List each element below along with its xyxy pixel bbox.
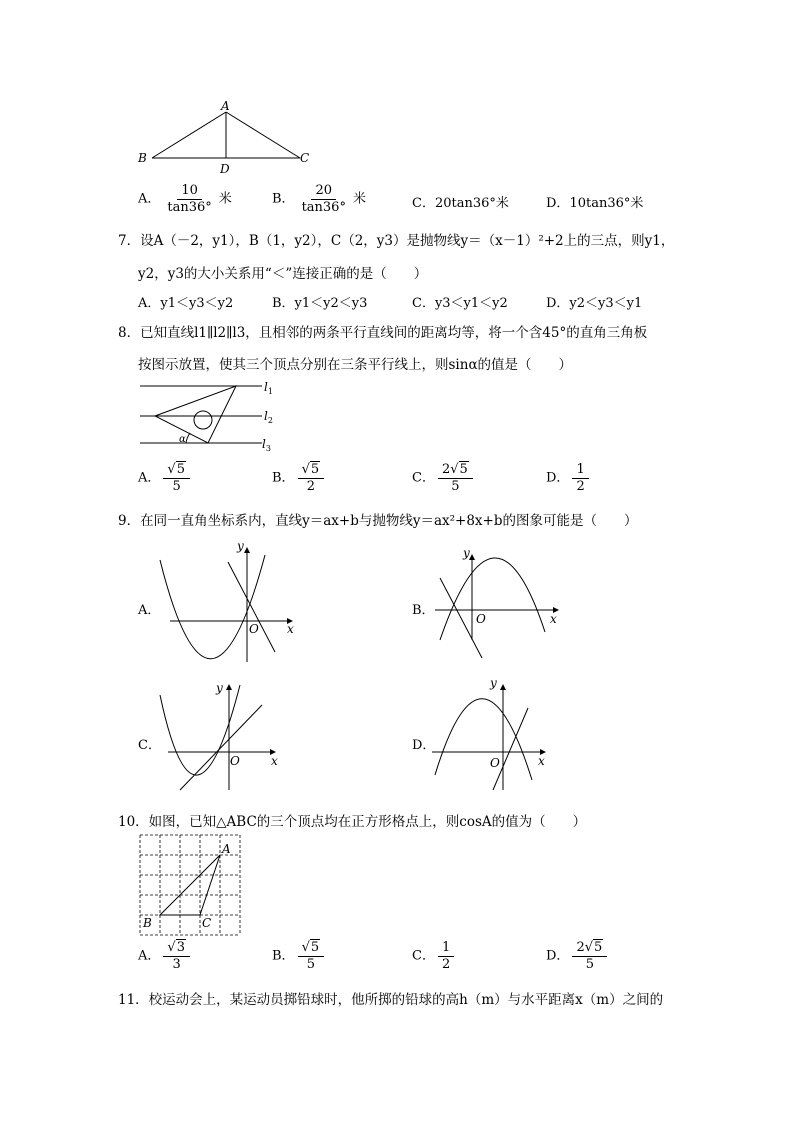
q10-option-d: D． $\frac{2√5}{5}$ <box>546 941 610 971</box>
q6-label-B: B <box>138 151 147 165</box>
q8-stem-line2: 按图示放置，使其三个顶点分别在三条平行线上，则sinα的值是（ ） <box>138 357 573 373</box>
q6-option-c: C．20tan36°米 <box>412 196 509 211</box>
q9-stem-line1: 9．在同一直角坐标系内，直线y＝ax+b与抛物线y＝ax²+8x+b的图象可能是（ ） <box>118 513 638 529</box>
q10-option-c: C． $\frac{1}{2}$ <box>412 941 457 971</box>
q8-option-a: A． $\frac{√5}{5}$ <box>138 463 193 493</box>
q10-label-A: A <box>222 842 231 856</box>
q9d-y-label: y <box>490 676 497 690</box>
q10-stem-line1: 10．如图，已知△ABC的三个顶点均在正方形格点上，则cosA的值为（ ） <box>118 814 587 830</box>
q8-stem-line1: 8．已知直线l1∥l2∥l3，且相邻的两条平行直线间的距离均等，将一个含45°的直角三角板 <box>118 325 648 341</box>
q9c-y-label: y <box>216 681 223 695</box>
q11-stem-line1: 11．校运动会上，某运动员掷铅球时，他所掷的铅球的高h（m）与水平距离x（m）之间的 <box>118 992 664 1008</box>
q9a-origin-label: O <box>249 622 259 636</box>
q9b-x-label: x <box>550 612 557 626</box>
q6-label-D: D <box>220 162 230 176</box>
q7-option-c: C．y3＜y1＜y2 <box>412 296 508 311</box>
q9-label-d: D． <box>412 738 436 753</box>
q9-label-b: B． <box>412 603 435 618</box>
q6-option-a: A． $\frac{10}{\tan 36^\circ}$ 米 <box>138 183 232 215</box>
q9c-origin-label: O <box>230 754 240 768</box>
q8-l1-label: $l_1$ <box>264 380 273 396</box>
q7-option-a: A．y1＜y3＜y2 <box>138 296 234 311</box>
q6-option-b: B． $\frac{20}{\tan 36^\circ}$ 米 <box>272 183 366 215</box>
q8-option-b: B． $\frac{√5}{2}$ <box>272 463 327 493</box>
q9d-origin-label: O <box>490 756 500 770</box>
q9-label-c: C． <box>138 738 161 753</box>
q10-label-C: C <box>202 916 212 930</box>
q8-l2-label: $l_2$ <box>264 409 273 425</box>
q9-label-a: A． <box>138 603 161 618</box>
q9b-origin-label: O <box>476 612 486 626</box>
q9c-x-label: x <box>271 754 278 768</box>
q9b-y-label: y <box>463 546 470 560</box>
q10-option-b: B． $\frac{√5}{5}$ <box>272 941 327 971</box>
q6-label-C: C <box>300 151 310 165</box>
q6-option-d: D．10tan36°米 <box>546 196 644 211</box>
q8-option-c: C． $\frac{2√5}{5}$ <box>412 463 476 493</box>
q7-stem-line2: y2，y3的大小关系用“＜”连接正确的是（ ） <box>138 266 428 282</box>
q7-option-b: B．y1＜y2＜y3 <box>272 296 368 311</box>
q9d-x-label: x <box>538 754 545 768</box>
q8-l3-label: $l_3$ <box>262 437 271 453</box>
q6-label-A: A <box>221 99 230 113</box>
q7-option-d: D．y2＜y3＜y1 <box>546 296 643 311</box>
q9a-y-label: y <box>237 539 244 553</box>
q8-option-d: D． $\frac{1}{2}$ <box>546 463 592 493</box>
q8-alpha-label: α <box>179 434 186 445</box>
q7-stem-line1: 7．设A（－2，y1），B（1，y2），C（2，y3）是抛物线y＝（x－1）²+2上的三点，则y1， <box>118 233 675 249</box>
q10-label-B: B <box>143 916 152 930</box>
q9a-x-label: x <box>287 622 294 636</box>
q10-option-a: A． $\frac{√3}{3}$ <box>138 941 193 971</box>
